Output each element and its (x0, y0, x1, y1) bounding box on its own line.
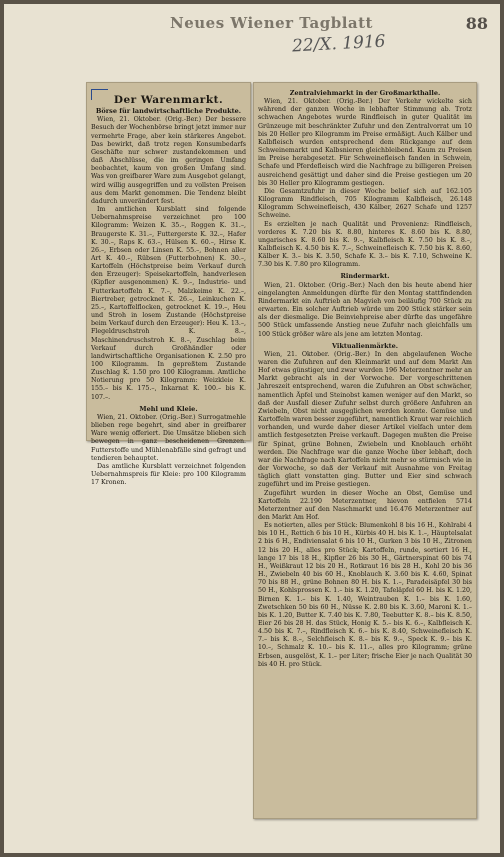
blue-pencil-mark (91, 89, 108, 100)
paragraph: Das amtliche Kursblatt verzeichnet folgenden Uebernahmspreis für Kleie: pro 100 Kilogramm 17 Kronen. (91, 462, 246, 487)
paragraph: Wien, 21. Oktober. (Orig.-Ber.) Surrogatmehle blieben rege begehrt, sind aber in greifbarer Ware wenig offeriert. Die Umsätze blieben sich bewegen in ganz bescheidenen Grenzen. Futterstoffe und Mühlenabfälle sind gefragt und tendieren behauptet. (91, 413, 246, 462)
section-heading: Mehl und Kleie. (139, 404, 198, 413)
section-heading: Rindermarkt. (340, 272, 390, 281)
section-heading: Zentralviehmarkt in der Großmarkthalle. (289, 89, 441, 97)
left-clipping (86, 82, 251, 487)
paragraph: Im amtlichen Kursblatt sind folgende Uebernahmspreise verzeichnet pro 100 Kilogramm: Weizen K. 35.–, Roggen K. 31.–, Braugerste K. 31.–, Futtergerste K. 32.–, Hafer K. 30.–, Raps K. 63.–, Hülsen K. 60.–, Hirse K. 26.–, Erbsen oder Linsen K. 55.–, Bohnen aller Art K. 40.–, Rübsen (Futterbohnen) K. 30.–, Kartoffeln (Höchstpreise beim Verkauf durch den Erzeuger): Speisekartoffeln, handverlesen (Kipfler ausgenommen) K. 9.–, Industrie- und Futterkartoffeln K. 7.–, Malzkeime K. 22.–, Biertreber, getrocknet K. 26.–, Leinkuchen K. 25.–, Kartoffelflocken, getrocknet K. 19.–, Heu und Stroh in losem Zustande (Höchstpreise beim Verkauf durch den Erzeuger): Heu K. 13.–, Flegeldruschstroh K. 8.–, Maschinendruschstroh K. 8.–, Zuschlag beim Verkauf durch Großhändler oder landwirtschaftliche Organisationen K. 2.50 pro 100 Kilogramm. In gepreßtem Zustande Zuschlag K. 1.50 pro 100 Kilogramm. Amtliche Notierung pro 50 Kilogramm: Weizkleie K. 155.– bis K. 175.–, Inkarnat K. 100.– bis K. 107.–. (91, 206, 246, 401)
page-number: 88 (465, 14, 488, 33)
paragraph: Wien, 21. Oktober. (Orig.-Ber.) Der Verkehr wickelte sich während der ganzen Woche in lebhafter Stimmung ab. Trotz schwachen Angebotes wurde Rindfleisch in guter Qualität im Grünzeuge mit beschränkter Zufuhr und den Zentralvorrat um 10 bis 20 Heller pro Kilogramm im Preise ermäßigt. Auch Kälber und Kalbfleisch wurden entsprechend dem Rückgange auf dem Schweinemarkt und Kalbsnieren gleichbleibend. Kaum zu Preisen im Preise herabgesetzt. Für Schweinefleisch fanden in Schwein, Schafe und Pferdefleisch wird die Nachfrage zu billigeren Preisen ausreichend gesättigt und daher sind die Preise gestiegen um 20 bis 30 Heller pro Kilogramm gestiegen. (258, 98, 472, 187)
right-clipping (253, 82, 477, 819)
paragraph: Zugeführt wurden in dieser Woche an Obst, Gemüse und Kartoffeln 22.190 Meterzentner, hievon entfielen 5714 Meterzentner auf den Naschmarkt und 16.476 Meterzentner auf den Markt Am Hof. (258, 489, 472, 521)
paragraph: Es erzielten je nach Qualität und Provenienz: Rindfleisch, vorderes K. 7.20 bis K. 8.80, hinteres K. 8.60 bis K. 8.80, ungarisches K. 8.60 bis K. 9.–, Kalbfleisch K. 7.50 bis K. 8.–, Kalbfleisch K. 4.50 bis K. 7.–, Schweinefleisch K. 7.50 bis K. 8.60, Kälber K. 3.– bis K. 3.50, Schafe K. 3.– bis K. 7.10, Schweine K. 7.30 bis K. 7.80 pro Kilogramm. (258, 220, 472, 269)
section-heading: Viktualienmärkte. (331, 341, 399, 350)
handwritten-date: 22/X. 1916 (291, 31, 387, 57)
paragraph: Wien, 21. Oktober. (Orig.-Ber.) Der bessere Besuch der Wochenbörse bringt jetzt immer nur vermehrte Frage, aber kein stärkeres Angebot. Das bewirkt, daß trotz regen Konsumbedarfs Geschäfte nur schwer zustandekommen und daß Abschlüsse, die im geringen Umfang beobachtet, kaum von großen Umfang sind. Was von greifbarer Ware zum Ausgebot gelangt, wird willig ausgegriffen und zu vollsten Preisen aus dem Markt genommen. Die Tendenz bleibt dadurch unverändert fest. (91, 116, 246, 205)
paragraph: Es notierten, alles per Stück: Blumenkohl 8 bis 16 H., Kohlrabi 4 bis 10 H., Rettich 6 bis 10 H., Kürbis 40 H. bis K. 1.–, Häuptelsalat 2 bis 6 H., Endiviensalat 6 bis 10 H., Gurken 3 bis 10 H., Zitronen 12 bis 20 H., alles pro Stück; Kartoffeln, runde, sortiert 16 H., lange 17 bis 18 H., Kipfler 26 bis 30 H., Gärtnerspinat 60 bis 74 H., Weißkraut 12 bis 20 H., Rotkraut 16 bis 28 H., Kohl 20 bis 36 H., Zwiebeln 40 bis 60 H., Knoblauch K. 3.60 bis K. 4.60, Spinat 70 bis 88 H., grüne Bohnen 80 H. bis K. 1.–, Paradeisäpfel 30 bis 50 H., Kohlsprossen K. 1.– bis K. 1.20, Tafeläpfel 60 H. bis K. 1.20, Birnen K. 1.– bis K. 1.40, Weintrauben K. 1.– bis K. 1.60, Zwetschken 50 bis 60 H., Nüsse K. 2.80 bis K. 3.60, Maroni K. 1.– bis K. 1.20, Butter K. 7.40 bis K. 7.80, Teebutter K. 8.– bis K. 8.50, Eier 26 bis 28 H. das Stück, Honig K. 5.– bis K. 6.–, Kalbfleisch K. 4.50 bis K. 7.–, Rindfleisch K. 6.– bis K. 8.40, Schweinefleisch K. 7.– bis K. 8.–, Selchfleisch K. 8.– bis K. 9.–, Speck K. 9.– bis K. 10.–, Schmalz K. 10.– bis K. 11.–, alles pro Kilogramm; grüne Erbsen, ausgelöst, K. 1.– per Liter; frische Eier je nach Qualität 30 bis 40 H. pro Stück. (258, 522, 472, 668)
masthead: Neues Wiener Tagblatt (170, 14, 373, 32)
paragraph: Wien, 21. Oktober. (Orig.-Ber.) Nach den bis heute abend hier eingelangten Anmeldungen dürfte für den Montag stattfindenden Rindermarkt ein Auftrieb an Magvieh von beiläufig 700 Stück zu erwarten. Ein solcher Auftrieb würde um 200 Stück stärker sein als der diesmalige. Die Beinviehpreise aber dürfte das ungefähre 500 Stück umfassende Anstieg neue Zufuhr nach gleichfalls um 100 Stück größer wäre als jene am letzten Montag. (258, 281, 472, 338)
article-title: Der Warenmarkt. (113, 94, 224, 106)
paragraph: Wien, 21. Oktober. (Orig.-Ber.) In den abgelaufenen Woche waren die Zufuhren auf den Kleinmarkt und auf dem Markt Am Hof etwas günstiger, und zwar wurden 196 Meterzentner mehr an Markt gebracht als in der Vorwoche. Der vorgeschrittenen Jahreszeit entsprechend, waren die Zufuhren an Obst schwächer, namentlich Äpfel und Steinobst kamen weniger auf den Markt, so daß der Ausfall dieser Zufuhr selbst durch größere Anfuhren an Zwiebeln, Obst nicht ausgeglichen werden konnte. Gemüse und Kartoffeln waren besser zugeführt, namentlich Kraut war reichlich vorhanden, und wurde daher dieser Artikel vielfach unter dem amtlich festgesetzten Preise verkauft. Dagegen mußten die Preise für Spinat, grüne Bohnen, Zwiebeln und Knoblauch erhöht werden. Die Nachfrage war die ganze Woche über lebhaft, doch war die Nachfrage nach Kartoffeln nicht mehr so stürmisch wie in der Vorwoche, so daß der Verkauf mit Ausnahme von Freitag täglich glatt vonstatten ging. Butter und Eier sind schwach zugeführt und im Preise gestiegen. (258, 350, 472, 489)
section-heading: Börse für landwirtschaftliche Produkte. (95, 107, 242, 116)
paragraph: Die Gesamtzufuhr in dieser Woche belief sich auf 162.105 Kilogramm Rindfleisch, 705 Kilogramm Kalbfleisch, 26.148 Kilogramm Schweinefleisch, 430 Kälber, 2627 Schafe und 1257 Schweine. (258, 187, 472, 220)
